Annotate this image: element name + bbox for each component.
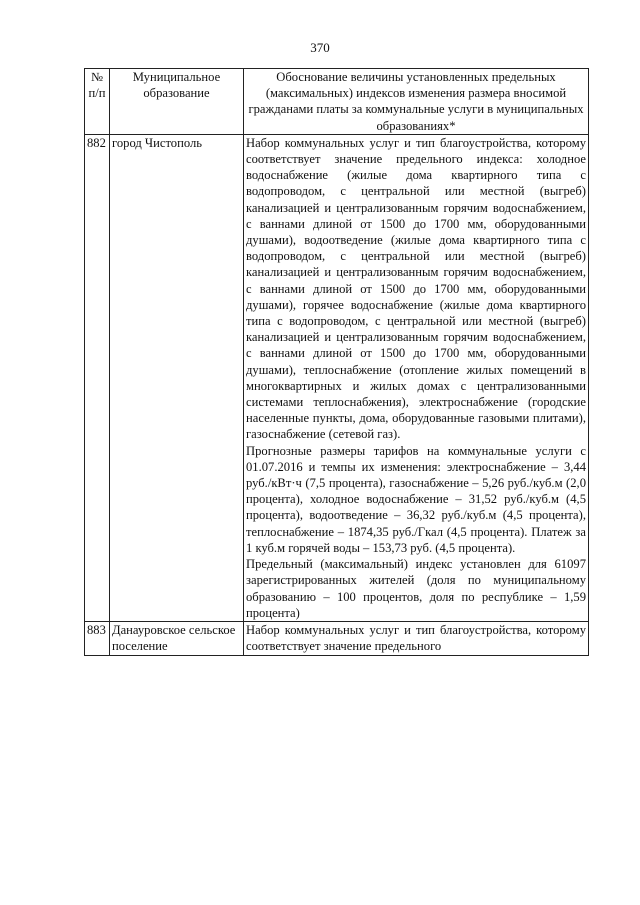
page-number: 370 <box>310 40 330 55</box>
row-number: 882 <box>85 134 110 621</box>
header-num: № п/п <box>85 69 110 135</box>
justification-cell <box>244 621 589 655</box>
tariff-index-table <box>84 68 589 656</box>
municipality-name: Данауровское сельское поселение <box>110 621 244 655</box>
justification-paragraph: Предельный (максимальный) индекс установлен для 61097 зарегистрированных жителей (доля по муниципальному образованию – 100 процентов, доля по республике – 1,59 процента) <box>246 557 586 620</box>
table-row <box>85 621 589 655</box>
header-municipality: Муниципальное образование <box>110 69 244 135</box>
row-number: 883 <box>85 621 110 655</box>
justification-paragraph: Прогнозные размеры тарифов на коммунальные услуги с 01.07.2016 и темпы их изменения: электроснабжение – 3,44 руб./кВт·ч (7,5 процента), газоснабжение – 5,26 руб./куб.м (2,0 процента), холодное водоснабжение – 31,52 руб./куб.м (4,5 процента), водоотведение – 36,32 руб./куб.м (4,5 процента), теплоснабжение – 1874,35 руб./Гкал (4,5 процента). Платеж за 1 куб.м горячей воды – 153,73 руб. (4,5 процента). <box>246 443 586 555</box>
justification-paragraph: Набор коммунальных услуг и тип благоустройства, которому соответствует значение предельного <box>246 622 586 654</box>
justification-paragraph: Набор коммунальных услуг и тип благоустройства, которому соответствует значение предельного индекса: холодное водоснабжение (жилые дома квартирного типа с водопроводом, с центральной или местной (выгреб) канализацией и централизованным горячим водоснабжением, с ваннами длиной от 1500 до 1700 мм, оборудованными душами), водоотведение (жилые дома квартирного типа с водопроводом, с центральной или местной (выгреб) канализацией и централизованным горячим водоснабжением, с ваннами длиной от 1500 до 1700 мм, оборудованными душами), горячее водоснабжение (жилые дома квартирного типа с водопроводом, с центральной или местной (выгреб) канализацией и централизованным горячим водоснабжением, с ваннами длиной от 1500 до 1700 мм, оборудованными душами), теплоснабжение (отопление жилых помещений в многоквартирных и жилых домах с централизованными системами теплоснабжения), электроснабжение (городские населенные пункты, дома, оборудованные газовыми плитами), газоснабжение (сетевой газ). <box>246 135 586 442</box>
justification-cell <box>244 134 589 621</box>
municipality-name: город Чистополь <box>110 134 244 621</box>
table-header-row <box>85 69 589 135</box>
header-justification: Обоснование величины установленных предельных (максимальных) индексов изменения размера вносимой гражданами платы за коммунальные услуги в муниципальных образованиях* <box>244 69 589 135</box>
table-row <box>85 134 589 621</box>
